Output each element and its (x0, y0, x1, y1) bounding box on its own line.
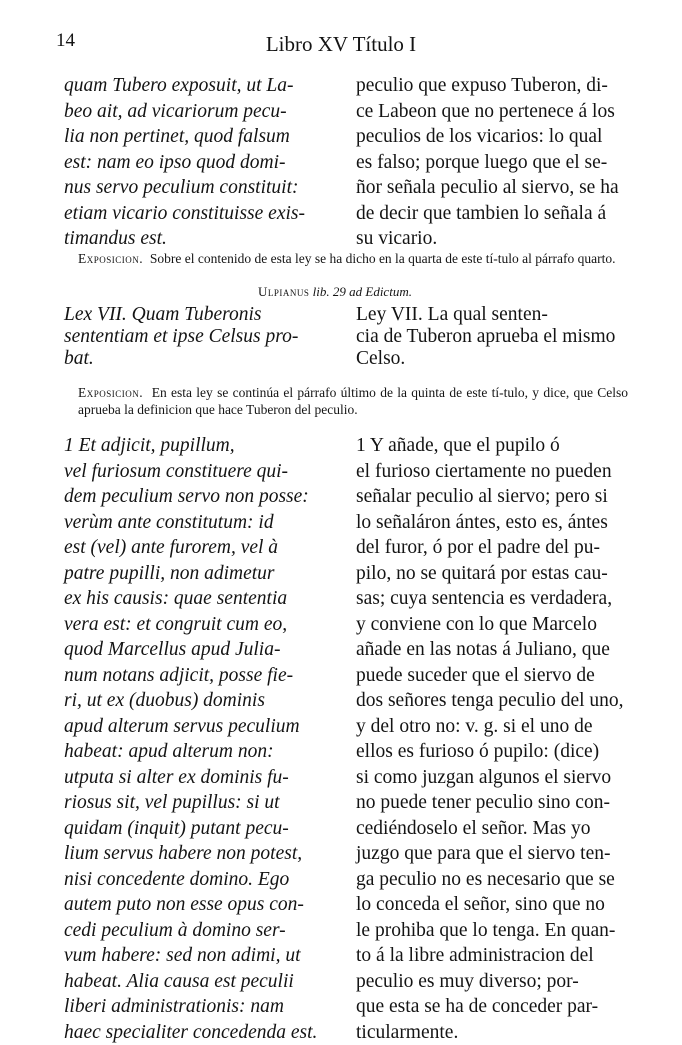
latin-line: verùm ante constitutum: id (64, 510, 342, 536)
spanish-line: el furioso ciertamente no pueden (356, 459, 626, 485)
spanish-line: juzgo que para que el siervo ten- (356, 841, 626, 867)
exposicion-label: Exposicion. (78, 251, 143, 266)
spanish-line: sas; cuya sentencia es verdadera, (356, 586, 626, 612)
spanish-line: pilo, no se quitará por estas cau- (356, 561, 626, 587)
latin-line: nisi concedente domino. Ego (64, 867, 342, 893)
latin-line: autem puto non esse opus con- (64, 892, 342, 918)
exposicion-note-1 (78, 250, 628, 267)
lex-vii-latin (64, 304, 342, 370)
latin-line: patre pupilli, non adimetur (64, 561, 342, 587)
latin-line: 1 Et adjicit, pupillum, (64, 433, 342, 459)
latin-column-top (64, 73, 342, 252)
spanish-line: to á la libre administracion del (356, 943, 626, 969)
latin-line: bat. (64, 348, 342, 370)
spanish-line: ellos es furioso ó pupilo: (dice) (356, 739, 626, 765)
spanish-line: y del otro no: v. g. si el uno de (356, 714, 626, 740)
spanish-line: lo conceda el señor, sino que no (356, 892, 626, 918)
exposicion-note-2 (78, 384, 628, 418)
source-ref: lib. 29 ad Edictum. (313, 284, 412, 299)
latin-line: utputa si alter ex dominis fu- (64, 765, 342, 791)
spanish-line: es falso; porque luego que el se- (356, 150, 626, 176)
latin-line: sententiam et ipse Celsus pro- (64, 326, 342, 348)
spanish-line: lo señaláron ántes, esto es, ántes (356, 510, 626, 536)
exposicion-text: En esta ley se continúa el párrafo último de la quinta de este tí-tulo, y dice, que Celso aprueba la definicion que hace Tuberon del peculio. (78, 385, 628, 417)
spanish-line: Celso. (356, 348, 626, 370)
spanish-line: le prohiba que lo tenga. En quan- (356, 918, 626, 944)
latin-line: habeat. Alia causa est peculii (64, 969, 342, 995)
spanish-line: ticularmente. (356, 1020, 626, 1045)
source-author: Ulpianus (258, 284, 309, 299)
exposicion-text: Sobre el contenido de esta ley se ha dicho en la quarta de este tí-tulo al párrafo quarto. (150, 251, 616, 266)
spanish-line: si como juzgan algunos el siervo (356, 765, 626, 791)
spanish-line: de decir que tambien lo señala á (356, 201, 626, 227)
latin-line: nus servo peculium constituit: (64, 175, 342, 201)
spanish-line: peculio es muy diverso; por- (356, 969, 626, 995)
latin-line: liberi administrationis: nam (64, 994, 342, 1020)
latin-line: vum habere: sed non adimi, ut (64, 943, 342, 969)
spanish-line: ga peculio no es necesario que se (356, 867, 626, 893)
latin-line: ex his causis: quae sententia (64, 586, 342, 612)
latin-line: apud alterum servus peculium (64, 714, 342, 740)
latin-line: num notans adjicit, posse fie- (64, 663, 342, 689)
latin-line: lium servus habere non potest, (64, 841, 342, 867)
latin-column-bottom (64, 433, 342, 1045)
spanish-line: puede suceder que el siervo de (356, 663, 626, 689)
spanish-line: peculios de los vicarios: lo qual (356, 124, 626, 150)
ley-vii-spanish (356, 304, 626, 370)
spanish-line: ce Labeon que no pertenece á los (356, 99, 626, 125)
exposicion-label: Exposicion. (78, 385, 143, 400)
spanish-line: Ley VII. La qual senten- (356, 304, 626, 326)
spanish-line: que esta se ha de conceder par- (356, 994, 626, 1020)
spanish-line: 1 Y añade, que el pupilo ó (356, 433, 626, 459)
latin-line: quod Marcellus apud Julia- (64, 637, 342, 663)
latin-line: cedi peculium à domino ser- (64, 918, 342, 944)
spanish-line: del furor, ó por el padre del pu- (356, 535, 626, 561)
running-title: Libro XV Título I (0, 32, 682, 57)
latin-line: etiam vicario constituisse exis- (64, 201, 342, 227)
spanish-line: añade en las notas á Juliano, que (356, 637, 626, 663)
spanish-line: no puede tener peculio sino con- (356, 790, 626, 816)
latin-line: habeat: apud alterum non: (64, 739, 342, 765)
page-number: 14 (56, 30, 75, 52)
latin-line: est: nam eo ipso quod domi- (64, 150, 342, 176)
spanish-column-bottom (356, 433, 626, 1045)
latin-line: beo ait, ad vicariorum pecu- (64, 99, 342, 125)
source-note (258, 284, 412, 300)
latin-line: est (vel) ante furorem, vel à (64, 535, 342, 561)
latin-line: quam Tubero exposuit, ut La- (64, 73, 342, 99)
latin-line: vera est: et congruit cum eo, (64, 612, 342, 638)
latin-line: Lex VII. Quam Tuberonis (64, 304, 342, 326)
spanish-column-top (356, 73, 626, 252)
latin-line: ri, ut ex (duobus) dominis (64, 688, 342, 714)
spanish-line: cia de Tuberon aprueba el mismo (356, 326, 626, 348)
latin-line: quidam (inquit) putant pecu- (64, 816, 342, 842)
latin-line: haec specialiter concedenda est. (64, 1020, 342, 1045)
spanish-line: cediéndoselo el señor. Mas yo (356, 816, 626, 842)
latin-line: dem peculium servo non posse: (64, 484, 342, 510)
spanish-line: y conviene con lo que Marcelo (356, 612, 626, 638)
spanish-line: su vicario. (356, 226, 626, 252)
latin-line: lia non pertinet, quod falsum (64, 124, 342, 150)
spanish-line: peculio que expuso Tuberon, di- (356, 73, 626, 99)
spanish-line: dos señores tenga peculio del uno, (356, 688, 626, 714)
latin-line: timandus est. (64, 226, 342, 252)
latin-line: vel furiosum constituere qui- (64, 459, 342, 485)
latin-line: riosus sit, vel pupillus: si ut (64, 790, 342, 816)
spanish-line: ñor señala peculio al siervo, se ha (356, 175, 626, 201)
spanish-line: señalar peculio al siervo; pero si (356, 484, 626, 510)
